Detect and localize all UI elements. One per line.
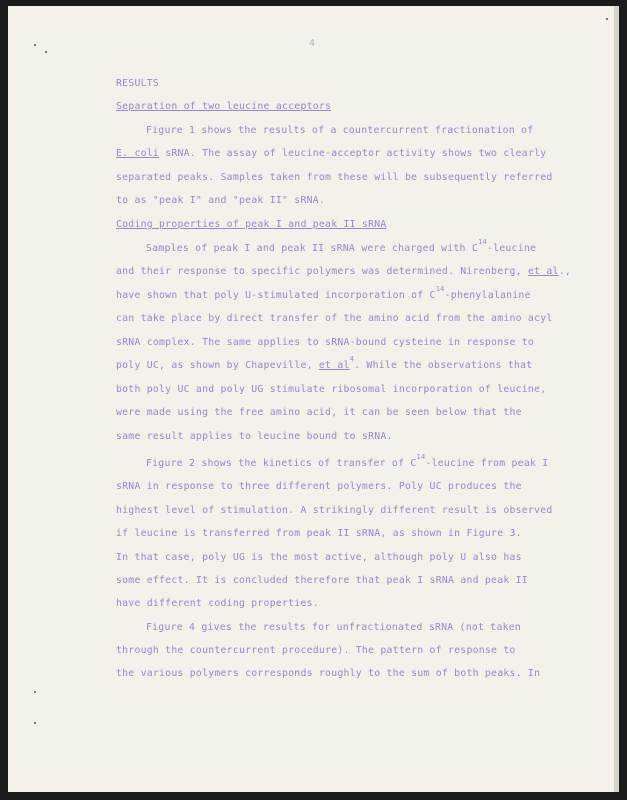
- text-span: . While the observations that: [354, 360, 533, 371]
- citation-et-al: et al: [318, 360, 350, 371]
- text-line: sRNA in response to three different polymers. Poly UC produces the: [116, 481, 522, 492]
- text-line: [116, 285, 531, 301]
- text-line: [146, 453, 549, 469]
- text-line: can take place by direct transfer of the amino acid from the amino acyl: [116, 313, 553, 324]
- heading-separation: Separation of two leucine acceptors: [116, 101, 332, 112]
- heading-results: RESULTS: [116, 78, 160, 89]
- text-line: same result applies to leucine bound to sRNA.: [116, 431, 393, 442]
- text-span: and their response to specific polymers was determined. Nirenberg,: [116, 266, 528, 277]
- text-line: separated peaks. Samples taken from these will be subsequently referred: [116, 172, 553, 183]
- superscript: 4: [349, 355, 355, 363]
- text-span: Figure 2 shows the kinetics of transfer of C: [146, 458, 417, 469]
- text-span: -phenylalanine: [444, 290, 531, 301]
- text-line: [116, 148, 546, 159]
- superscript: 14: [435, 285, 445, 293]
- species-name: E. coli: [116, 148, 160, 159]
- text-line: Figure 4 gives the results for unfractionated sRNA (not taken: [146, 622, 522, 633]
- superscript: 14: [416, 453, 426, 461]
- text-span: -leucine from peak I: [425, 458, 549, 469]
- text-span: poly UC, as shown by Chapeville,: [116, 360, 319, 371]
- text-span: -leucine: [486, 243, 537, 254]
- text-line: Figure 1 shows the results of a countercurrent fractionation of: [146, 125, 534, 136]
- text-line: [146, 238, 537, 254]
- heading-coding: Coding properties of peak I and peak II sRNA: [116, 219, 387, 230]
- text-span: Samples of peak I and peak II sRNA were charged with C: [146, 243, 479, 254]
- text-span: sRNA. The assay of leucine-acceptor activity shows two clearly: [159, 148, 547, 159]
- superscript: 14: [478, 238, 487, 246]
- text-line: In that case, poly UG is the most active, although poly U also has: [116, 552, 522, 563]
- text-line: the various polymers corresponds roughly to the sum of both peaks. In: [116, 668, 541, 679]
- text-line: [116, 355, 533, 371]
- text-line: sRNA complex. The same applies to sRNA-bound cysteine in response to: [116, 337, 535, 348]
- text-line: through the countercurrent procedure). The pattern of response to: [116, 645, 516, 656]
- text-line: to as "peak I" and "peak II" sRNA.: [116, 195, 326, 206]
- text-line: have different coding properties.: [116, 598, 319, 609]
- text-line: if leucine is transferred from peak II sRNA, as shown in Figure 3.: [116, 528, 522, 539]
- text-line: [116, 266, 571, 277]
- page-number: 4: [309, 38, 316, 49]
- text-line: some effect. It is concluded therefore that peak I sRNA and peak II: [116, 575, 528, 586]
- text-span: have shown that poly U-stimulated incorporation of C: [116, 290, 436, 301]
- text-line: highest level of stimulation. A strikingly different result is observed: [116, 505, 553, 516]
- text-line: both poly UC and poly UG stimulate ribosomal incorporation of leucine,: [116, 384, 547, 395]
- citation-et-al: et al: [527, 266, 559, 277]
- text-line: were made using the free amino acid, it can be seen below that the: [116, 407, 522, 418]
- text-span: .,: [558, 266, 571, 277]
